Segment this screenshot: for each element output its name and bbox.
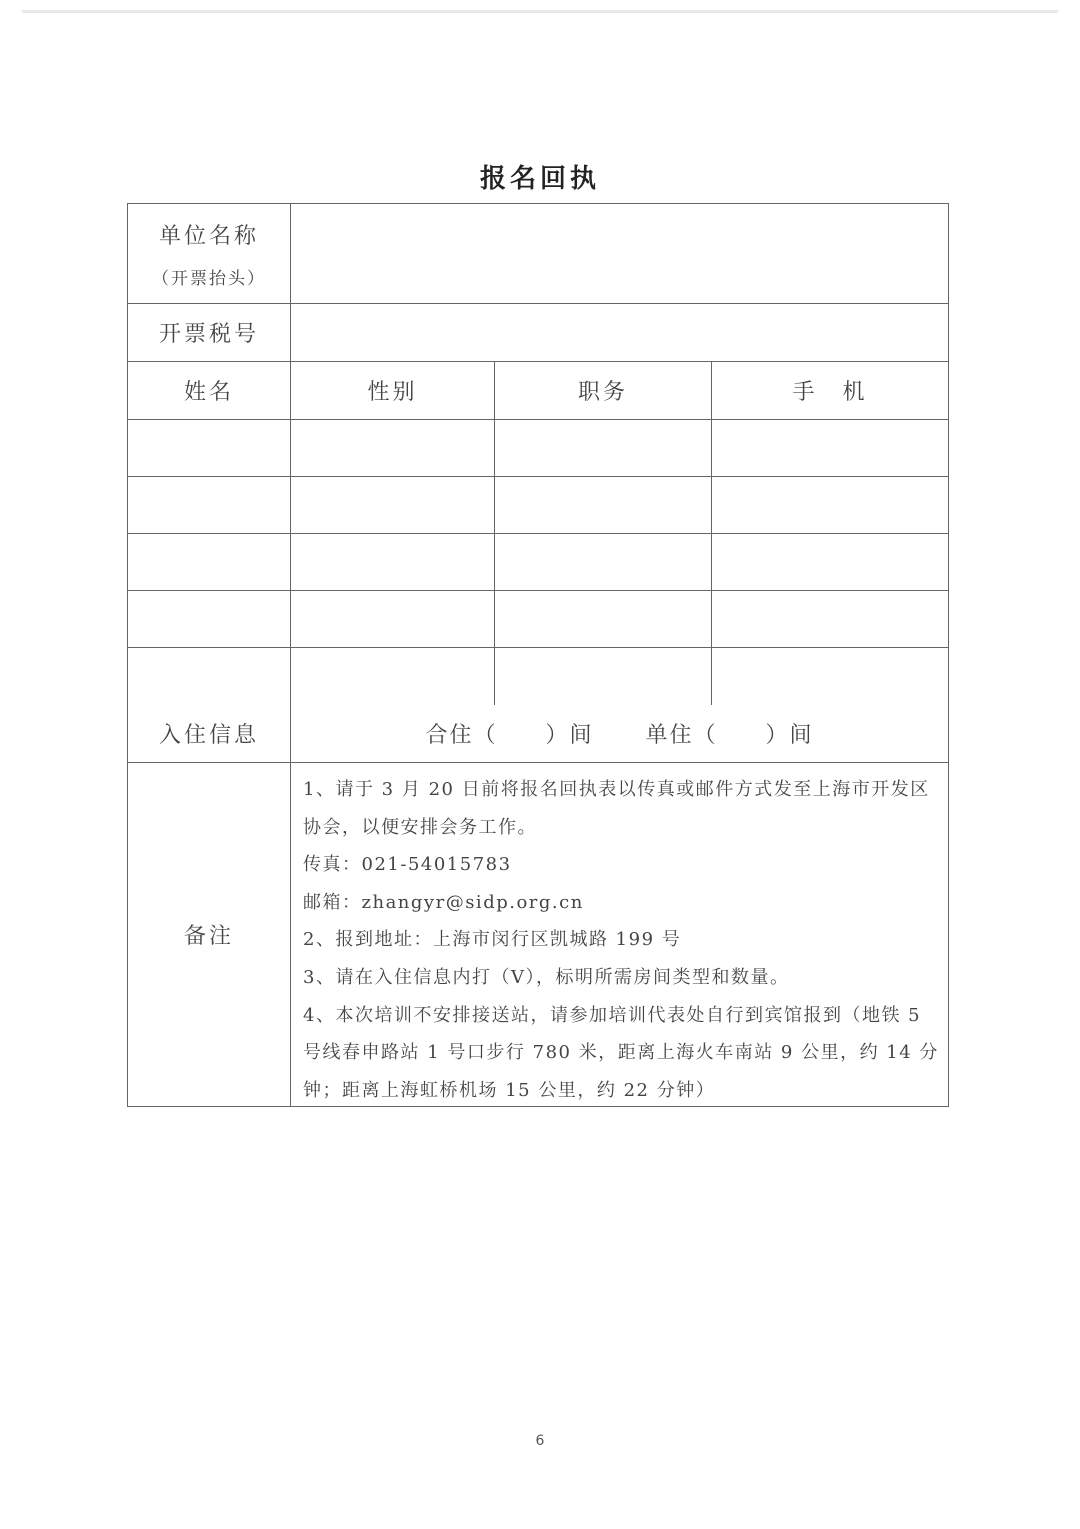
stay-shared-field[interactable]: 合住（ ）间: [425, 723, 594, 748]
note-line: 邮箱：zhangyr@sidp.org.cn: [303, 891, 584, 913]
attendee-gender-field[interactable]: [291, 534, 495, 590]
notes-row: [128, 763, 948, 1106]
unit-name-label-cell: [128, 204, 291, 303]
unit-name-row: [128, 204, 948, 304]
attendee-row: [128, 648, 948, 705]
unit-name-label: 单位名称: [158, 223, 259, 249]
unit-name-sublabel: （开票抬头）: [152, 268, 266, 289]
header-phone: 手 机: [792, 380, 868, 405]
note-line: 1、请于 3 月 20 日前将报名回执表以传真或邮件方式发至上海市开发区协会，以便安排会务工作。: [303, 779, 930, 838]
attendee-duty-field[interactable]: [495, 591, 712, 647]
attendee-name-field[interactable]: [128, 420, 291, 476]
attendee-row: [128, 420, 948, 477]
attendee-name-field[interactable]: [128, 648, 291, 705]
attendee-header-row: [128, 362, 948, 420]
attendee-name-field[interactable]: [128, 477, 291, 533]
header-duty: 职务: [495, 362, 712, 419]
attendee-row: [128, 477, 948, 534]
note-line: 传真：021-54015783: [303, 854, 512, 876]
attendee-gender-field[interactable]: [291, 477, 495, 533]
attendee-duty-field[interactable]: [495, 420, 712, 476]
page-title: 报名回执: [479, 164, 600, 194]
attendee-row: [128, 591, 948, 648]
attendee-gender-field[interactable]: [291, 648, 495, 705]
scan-top-edge: [22, 10, 1058, 13]
attendee-phone-field[interactable]: [712, 648, 948, 705]
unit-name-field[interactable]: [291, 204, 948, 303]
stay-options: [291, 705, 948, 762]
registration-form-table: [127, 203, 949, 1107]
attendee-rows: [128, 420, 948, 705]
note-line: 4、本次培训不安排接送站，请参加培训代表处自行到宾馆报到（地铁 5 号线春申路站 1 号口步行 780 米，距离上海火车南站 9 公里，约 14 分钟；距离上海虹桥机场 15 公里，约 22 分钟）: [303, 1004, 939, 1101]
attendee-name-field[interactable]: [128, 534, 291, 590]
attendee-name-field[interactable]: [128, 591, 291, 647]
notes-label: 备注: [128, 763, 291, 1106]
attendee-row: [128, 534, 948, 591]
stay-info-label: 入住信息: [128, 705, 291, 762]
tax-number-field[interactable]: [291, 304, 948, 361]
stay-info-row: [128, 705, 948, 763]
page-number: 6: [535, 1433, 545, 1449]
header-name: 姓名: [128, 362, 291, 419]
attendee-duty-field[interactable]: [495, 648, 712, 705]
attendee-gender-field[interactable]: [291, 591, 495, 647]
stay-single-field[interactable]: 单住（ ）间: [645, 723, 814, 748]
attendee-duty-field[interactable]: [495, 534, 712, 590]
tax-number-label: 开票税号: [128, 304, 291, 361]
attendee-phone-field[interactable]: [712, 477, 948, 533]
attendee-gender-field[interactable]: [291, 420, 495, 476]
header-gender: 性别: [291, 362, 495, 419]
tax-number-row: [128, 304, 948, 362]
note-line: 2、报到地址：上海市闵行区凯城路 199 号: [303, 929, 682, 951]
attendee-phone-field[interactable]: [712, 534, 948, 590]
notes-content: [291, 763, 948, 1106]
attendee-phone-field[interactable]: [712, 591, 948, 647]
attendee-phone-field[interactable]: [712, 420, 948, 476]
attendee-duty-field[interactable]: [495, 477, 712, 533]
note-line: 3、请在入住信息内打（V），标明所需房间类型和数量。: [303, 966, 790, 988]
